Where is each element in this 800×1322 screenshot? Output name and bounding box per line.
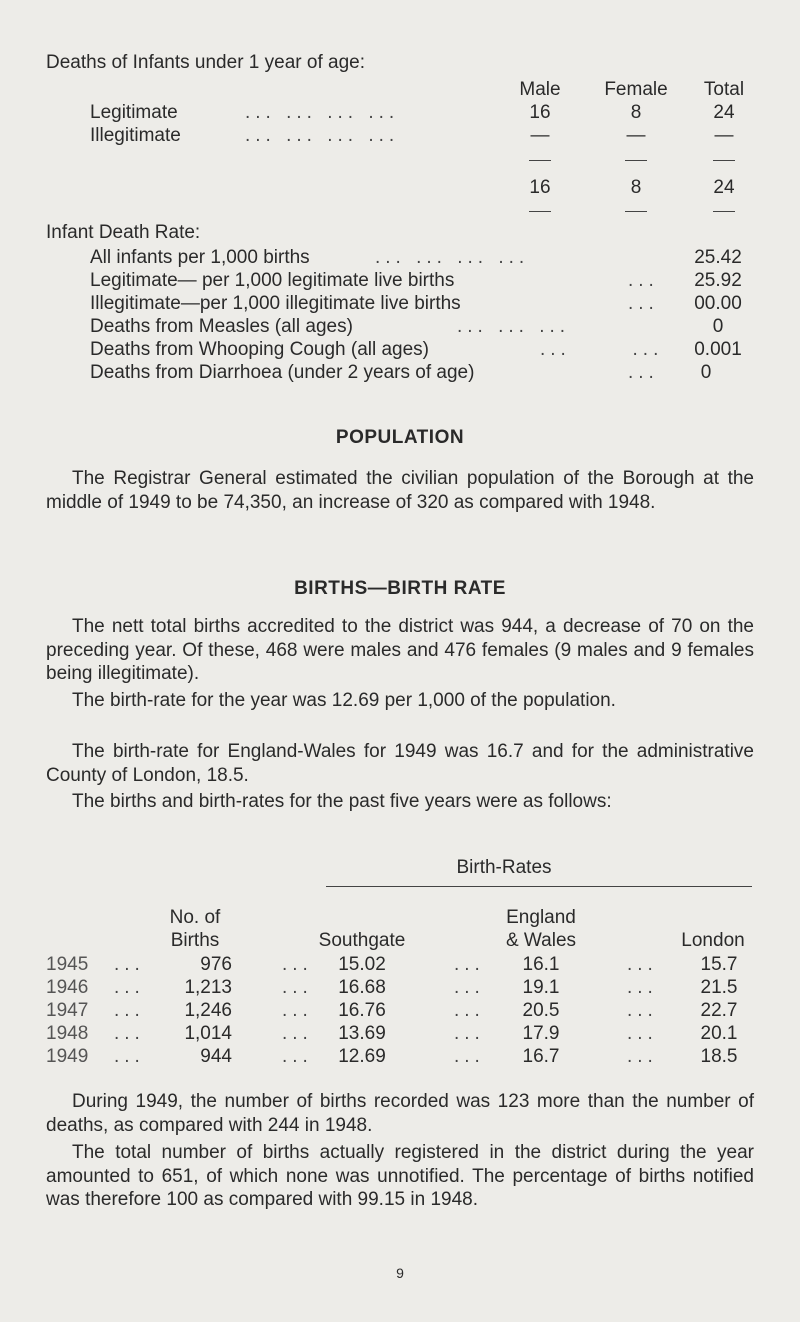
dot-leader: ... — [627, 1000, 658, 1021]
dot-leader: ... — [627, 1023, 658, 1044]
dot-leader: ... ... — [540, 339, 664, 360]
group-header-rule — [326, 886, 752, 887]
births-cell: 944 — [200, 1046, 232, 1067]
london-rate-cell: 15.7 — [700, 954, 738, 975]
dot-leader: ... — [282, 1000, 313, 1021]
birth-rates-group-header: Birth-Rates — [456, 857, 552, 878]
page-number: 9 — [396, 1265, 404, 1281]
col-births-header-2: Births — [170, 930, 220, 951]
closing-paragraph-2 — [46, 1141, 754, 1212]
dot-leader: ... ... ... ... — [245, 102, 400, 123]
england-wales-rate-cell: 20.5 — [522, 1000, 560, 1021]
southgate-rate-cell: 16.76 — [338, 1000, 386, 1021]
rate-label: All infants per 1,000 births — [90, 247, 310, 268]
col-southgate-header: Southgate — [318, 930, 406, 951]
dot-leader: ... — [282, 954, 313, 975]
col-total-header: Total — [703, 79, 745, 100]
dot-leader: ... — [114, 1046, 145, 1067]
col-england-header-2: & Wales — [505, 930, 577, 951]
paragraph-text: The Registrar General estimated the civilian population of the Borough at the middle of 1949 to be 74,350, an increase of 320 as compared with 1948. — [46, 468, 754, 513]
paragraph-text: The birth-rate for the year was 12.69 per 1,000 of the population. — [72, 690, 616, 711]
dot-leader: ... — [454, 1046, 485, 1067]
dot-leader: ... ... ... — [457, 316, 571, 337]
cell-total: 24 — [713, 102, 735, 123]
paragraph-text: The birth-rate for England-Wales for 1949 was 16.7 and for the administrative County of London, 18.5. — [46, 741, 754, 786]
sum-rule — [529, 211, 551, 212]
col-england-header-1: England — [506, 907, 576, 928]
england-wales-rate-cell: 16.1 — [522, 954, 560, 975]
rate-label: Legitimate— per 1,000 legitimate live births — [90, 270, 455, 291]
london-rate-cell: 18.5 — [700, 1046, 738, 1067]
births-paragraph-1 — [46, 615, 754, 686]
dot-leader: ... — [454, 1000, 485, 1021]
sum-rule — [625, 160, 647, 161]
dot-leader: ... — [627, 977, 658, 998]
row-label: Legitimate — [90, 102, 178, 123]
cell-total: — — [714, 125, 734, 146]
infant-deaths-title: Deaths of Infants under 1 year of age: — [46, 52, 365, 73]
sum-rule — [713, 160, 735, 161]
paragraph-text: The births and birth-rates for the past five years were as follows: — [72, 791, 612, 812]
england-wales-rate-cell: 17.9 — [522, 1023, 560, 1044]
dot-leader: ... — [114, 1000, 145, 1021]
paragraph-text: The nett total births accredited to the district was 944, a decrease of 70 on the preceding year. Of these, 468 were males and 476 females (9 males and 9 females being illegitimate). — [46, 616, 754, 684]
rate-label: Deaths from Whooping Cough (all ages) — [90, 339, 430, 360]
london-rate-cell: 22.7 — [700, 1000, 738, 1021]
rate-label: Deaths from Diarrhoea (under 2 years of age) — [90, 362, 475, 383]
row-label: Illegitimate — [90, 125, 181, 146]
southgate-rate-cell: 13.69 — [338, 1023, 386, 1044]
col-births-header-1: No. of — [169, 907, 221, 928]
london-rate-cell: 20.1 — [700, 1023, 738, 1044]
closing-paragraph-1 — [46, 1090, 754, 1137]
rate-value: 0 — [700, 362, 712, 383]
col-london-header: London — [681, 930, 745, 951]
england-wales-rate-cell: 16.7 — [522, 1046, 560, 1067]
dot-leader: ... — [114, 954, 145, 975]
total-total: 24 — [713, 177, 735, 198]
rate-label: Illegitimate—per 1,000 illegitimate live births — [90, 293, 461, 314]
rate-value: 00.00 — [694, 293, 742, 314]
rate-value: 25.92 — [694, 270, 742, 291]
year-cell: 1948 — [46, 1023, 89, 1044]
paragraph-text: During 1949, the number of births recorded was 123 more than the number of deaths, as compared with 244 in 1948. — [46, 1091, 754, 1136]
births-paragraph-2 — [46, 689, 754, 713]
dot-leader: ... — [454, 954, 485, 975]
cell-male: 16 — [529, 102, 551, 123]
infant-death-rate-title: Infant Death Rate: — [46, 222, 201, 243]
dot-leader: ... — [454, 977, 485, 998]
cell-female: — — [626, 125, 646, 146]
sum-rule — [625, 211, 647, 212]
col-male-header: Male — [519, 79, 561, 100]
dot-leader: ... — [282, 1046, 313, 1067]
total-male: 16 — [529, 177, 551, 198]
rate-label: Deaths from Measles (all ages) — [90, 316, 353, 337]
london-rate-cell: 21.5 — [700, 977, 738, 998]
dot-leader: ... — [628, 293, 659, 314]
dot-leader: ... — [628, 270, 659, 291]
births-paragraph-3 — [46, 740, 754, 787]
dot-leader: ... — [282, 977, 313, 998]
year-cell: 1949 — [46, 1046, 89, 1067]
births-cell: 1,213 — [184, 977, 232, 998]
population-heading: POPULATION — [335, 427, 465, 448]
sum-rule — [529, 160, 551, 161]
births-cell: 1,014 — [184, 1023, 232, 1044]
year-cell: 1946 — [46, 977, 89, 998]
southgate-rate-cell: 16.68 — [338, 977, 386, 998]
england-wales-rate-cell: 19.1 — [522, 977, 560, 998]
year-cell: 1947 — [46, 1000, 89, 1021]
sum-rule — [713, 211, 735, 212]
dot-leader: ... — [628, 362, 659, 383]
southgate-rate-cell: 15.02 — [338, 954, 386, 975]
rate-value: 0.001 — [694, 339, 742, 360]
dot-leader: ... — [282, 1023, 313, 1044]
births-cell: 976 — [200, 954, 232, 975]
births-heading: BIRTHS—BIRTH RATE — [294, 578, 506, 599]
total-female: 8 — [630, 177, 642, 198]
dot-leader: ... — [114, 1023, 145, 1044]
southgate-rate-cell: 12.69 — [338, 1046, 386, 1067]
col-female-header: Female — [604, 79, 668, 100]
year-cell: 1945 — [46, 954, 89, 975]
dot-leader: ... — [454, 1023, 485, 1044]
population-paragraph — [46, 467, 754, 514]
births-cell: 1,246 — [184, 1000, 232, 1021]
rate-value: 25.42 — [694, 247, 742, 268]
dot-leader: ... — [627, 954, 658, 975]
cell-male: — — [530, 125, 550, 146]
rate-value: 0 — [712, 316, 724, 337]
dot-leader: ... ... ... ... — [375, 247, 530, 268]
births-paragraph-4 — [46, 790, 754, 814]
dot-leader: ... — [114, 977, 145, 998]
paragraph-text: The total number of births actually registered in the district during the year amounted to 651, of which none was unnotified. The percentage of births notified was therefore 100 as compared with 99.15 in 1948. — [46, 1142, 754, 1210]
dot-leader: ... — [627, 1046, 658, 1067]
cell-female: 8 — [630, 102, 642, 123]
dot-leader: ... ... ... ... — [245, 125, 400, 146]
